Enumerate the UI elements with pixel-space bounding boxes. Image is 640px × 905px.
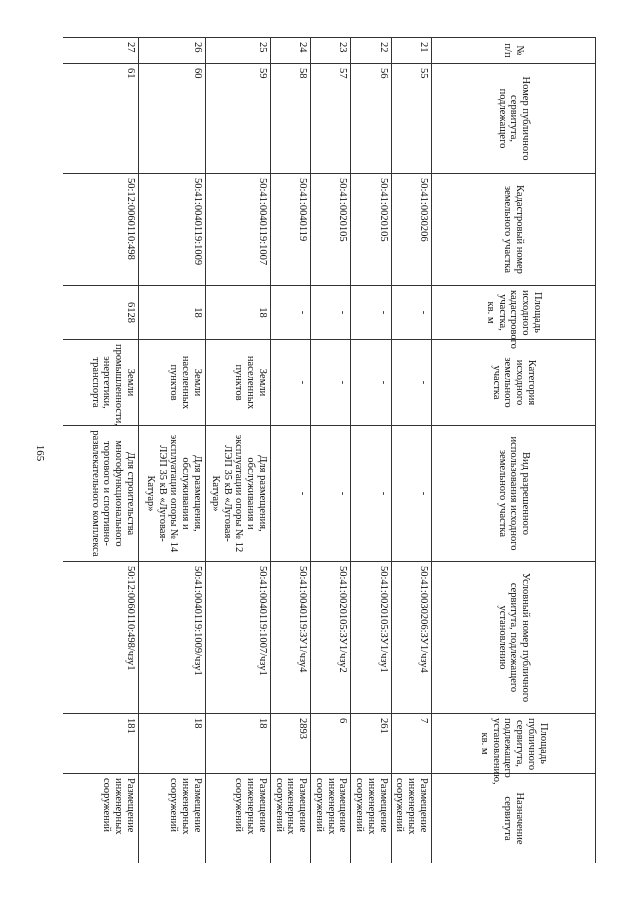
cell-source-area: - [311,286,351,340]
cell-servitude-area: 261 [351,714,391,774]
cell-permitted-use: Для размещения, обслуживания и эксплуатации опоры № 12 ЛЭП 35 кВ «Луговая-Катуар» [206,426,271,562]
cell-conditional-number: 50:41:0020105:ЗУ1/чзу2 [311,562,351,714]
cell-permitted-use: - [391,426,431,562]
cell-number: 25 [206,38,271,64]
document-page [63,37,596,863]
cell-number: 21 [391,38,431,64]
cell-servitude-area: 7 [391,714,431,774]
cell-conditional-number: 50:12:0060110:498/чзу1 [63,562,139,714]
table-row [311,38,351,864]
header-cell-cadastral-number: Кадастровый номер земельного участка [432,174,596,286]
cell-category: - [391,340,431,426]
table-row [139,38,206,864]
cell-purpose: Размещение инженерных сооружений [351,774,391,864]
cell-cadastral-number: 50:41:0030206 [391,174,431,286]
cell-conditional-number: 50:41:0030206:ЗУ1/чзу4 [391,562,431,714]
header-cell-conditional-number: Условный номер публичного сервитута, подлежащего установлению [432,562,596,714]
cell-number: 26 [139,38,206,64]
cell-cadastral-number: 50:41:0040119 [271,174,311,286]
cell-category: Земли промышленности, энергетики, транспорта [63,340,139,426]
cell-cadastral-number: 50:41:0040119:1007 [206,174,271,286]
header-cell-source-area: Площадь исходного кадастрового участка, кв. м [432,286,596,340]
cell-servitude-number: 61 [63,64,139,174]
header-cell-servitude-area: Площадь публичного сервитута, подлежащего установлению, кв. м [432,714,596,774]
table-row [351,38,391,864]
cell-cadastral-number: 50:41:0020105 [351,174,391,286]
cell-servitude-area: 18 [139,714,206,774]
header-cell-number: № п/п [432,38,596,64]
cell-servitude-area: 181 [63,714,139,774]
cell-permitted-use: - [311,426,351,562]
cell-servitude-area: 6 [311,714,351,774]
cell-purpose: Размещение инженерных сооружений [206,774,271,864]
rotated-table-container [63,37,596,863]
cell-category: Земли населенных пунктов [139,340,206,426]
cell-number: 24 [271,38,311,64]
table-body [63,38,432,864]
header-cell-purpose: Назначение сервитута [432,774,596,864]
cell-servitude-number: 60 [139,64,206,174]
cell-permitted-use: Для размещения, обслуживания и эксплуатации опоры № 14 ЛЭП 35 кВ «Луговая-Катуар» [139,426,206,562]
cell-conditional-number: 50:41:0040119:ЗУ1/чзу4 [271,562,311,714]
cell-purpose: Размещение инженерных сооружений [311,774,351,864]
cell-number: 23 [311,38,351,64]
cell-servitude-area: 18 [206,714,271,774]
cell-cadastral-number: 50:41:0040119:1009 [139,174,206,286]
cell-source-area: - [351,286,391,340]
cell-purpose: Размещение инженерных сооружений [139,774,206,864]
header-row [432,38,596,864]
header-cell-category: Категория исходного земельного участка [432,340,596,426]
cell-source-area: 18 [139,286,206,340]
table-row [391,38,431,864]
header-cell-permitted-use: Вид разрешенного использования исходного земельного участка [432,426,596,562]
cell-purpose: Размещение инженерных сооружений [391,774,431,864]
header-cell-servitude-number: Номер публичного сервитута, подлежащего [432,64,596,174]
cell-servitude-number: 56 [351,64,391,174]
cell-servitude-number: 58 [271,64,311,174]
cell-conditional-number: 50:41:0040119:1007/чзу1 [206,562,271,714]
cell-source-area: 6128 [63,286,139,340]
table-row [271,38,311,864]
cell-category: Земли населенных пунктов [206,340,271,426]
cell-servitude-area: 2893 [271,714,311,774]
cell-permitted-use: Для строительства многофункционального торгового и спортивно-развлекательного комплекса [63,426,139,562]
cell-number: 27 [63,38,139,64]
cell-conditional-number: 50:41:0020105:ЗУ1/чзу1 [351,562,391,714]
cell-purpose: Размещение инженерных сооружений [271,774,311,864]
cell-source-area: - [391,286,431,340]
cell-conditional-number: 50:41:0040119:1009/чзу1 [139,562,206,714]
cell-permitted-use: - [351,426,391,562]
cell-category: - [351,340,391,426]
servitude-table [63,37,596,863]
cell-permitted-use: - [271,426,311,562]
table-header [432,38,596,864]
cell-source-area: 18 [206,286,271,340]
table-row [63,38,139,864]
table-row [206,38,271,864]
page-number [30,438,50,468]
cell-servitude-number: 55 [391,64,431,174]
cell-purpose: Размещение инженерных сооружений [63,774,139,864]
page-number-text: 165 [34,444,46,462]
cell-cadastral-number: 50:41:0020105 [311,174,351,286]
cell-cadastral-number: 50:12:0060110:498 [63,174,139,286]
cell-number: 22 [351,38,391,64]
cell-category: - [271,340,311,426]
cell-servitude-number: 57 [311,64,351,174]
cell-servitude-number: 59 [206,64,271,174]
cell-category: - [311,340,351,426]
cell-source-area: - [271,286,311,340]
